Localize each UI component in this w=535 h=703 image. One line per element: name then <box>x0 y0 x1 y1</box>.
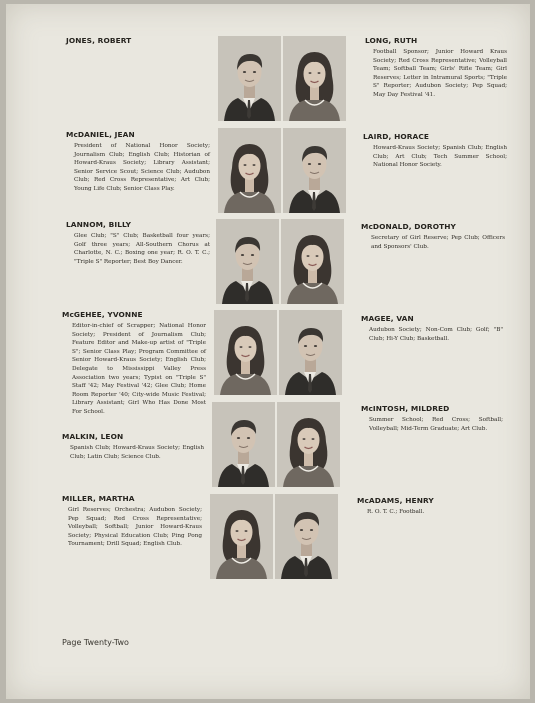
student-name: MILLER, MARTHA <box>62 494 135 503</box>
student-bio: Girl Reserves; Orchestra; Audubon Society; Pep Squad; Red Cross Representative; Volleyball; Softball; Junior Howard-Kraus Society; Physical Education Club; Ping Pong Tournament; Drill Squad; English Club. <box>68 507 202 548</box>
yearbook-page <box>6 4 530 699</box>
student-name: McADAMS, HENRY <box>357 496 434 505</box>
portrait-photo <box>216 219 279 304</box>
student-bio: Spanish Club; Howard-Kraus Society; English Club; Latin Club; Science Club. <box>70 445 204 460</box>
student-bio: R. O. T. C.; Football. <box>367 509 425 515</box>
student-name: LANNOM, BILLY <box>66 220 132 229</box>
student-bio: Glee Club; "S" Club; Basketball four years; Golf three years; All-Southern Chorus at Charlotte, N. C.; Boxing one year; R. O. T. C.; "Triple S" Reporter; Best Boy Dancer. <box>74 233 210 265</box>
student-bio: Football Sponsor; Junior Howard Kraus Society; Red Cross Representative; Volleyball Team; Softball Team; Girls' Rifle Team; Girl Reserves; Letter in Intramural Sports; "Triple S" Reporter; Audubon Society; Pep Squad; May Day Festival '41. <box>373 49 507 98</box>
student-name: JONES, ROBERT <box>66 36 132 45</box>
student-name: LAIRD, HORACE <box>363 132 430 141</box>
page-number: Page Twenty-Two <box>62 638 129 647</box>
portrait-photo <box>212 402 275 487</box>
student-bio: Secretary of Girl Reserve; Pep Club; Officers and Sponsors' Club. <box>371 235 505 250</box>
portrait-photo <box>281 219 344 304</box>
student-name: LONG, RUTH <box>365 36 418 45</box>
student-bio: Summer School; Red Cross; Softball; Volleyball; Mid-Term Graduate; Art Club. <box>369 417 503 432</box>
portrait-photo <box>279 310 342 395</box>
student-name: McDONALD, DOROTHY <box>361 222 456 231</box>
student-name: McINTOSH, MILDRED <box>361 404 450 413</box>
portrait-photo <box>214 310 277 395</box>
portrait-photo <box>283 36 346 121</box>
student-name: MAGEE, VAN <box>361 314 414 323</box>
student-name: McDANIEL, JEAN <box>66 130 135 139</box>
portrait-photo <box>277 402 340 487</box>
student-name: McGEHEE, YVONNE <box>62 310 143 319</box>
student-bio: Audubon Society; Non-Com Club; Golf; "B" Club; Hi-Y Club; Basketball. <box>369 327 503 342</box>
student-name: MALKIN, LEON <box>62 432 124 441</box>
portrait-photo <box>218 128 281 213</box>
student-bio: Editor-in-chief of Scrapper; National Honor Society; President of Journalism Club; Feature Editor and Make-up artist of "Triple S"; Senior Class Play; Program Committee of Senior Howard-Kraus Society; English Club; Delegate to Mississippi Valley Press Association two years; Typist on "Triple S" Staff '42; May Festival '42; Glee Club; Home Room Reporter '40; City-wide Music Festival; Library Assistant; Girl Who Has Done Most For School. <box>72 323 206 415</box>
portrait-photo <box>275 494 338 579</box>
student-bio: President of National Honor Society; Journalism Club; English Club; Historian of Howard-Kraus Society; Library Assistant; Senior Service Scout; Science Club; Audubon Club; Red Cross Representative; Art Club; Young Life Club; Senior Class Play. <box>74 143 210 192</box>
portrait-photo <box>218 36 281 121</box>
portrait-photo <box>210 494 273 579</box>
student-bio: Howard-Kraus Society; Spanish Club; English Club; Art Club; Tech Summer School; National Honor Society. <box>373 145 507 169</box>
portrait-photo <box>283 128 346 213</box>
